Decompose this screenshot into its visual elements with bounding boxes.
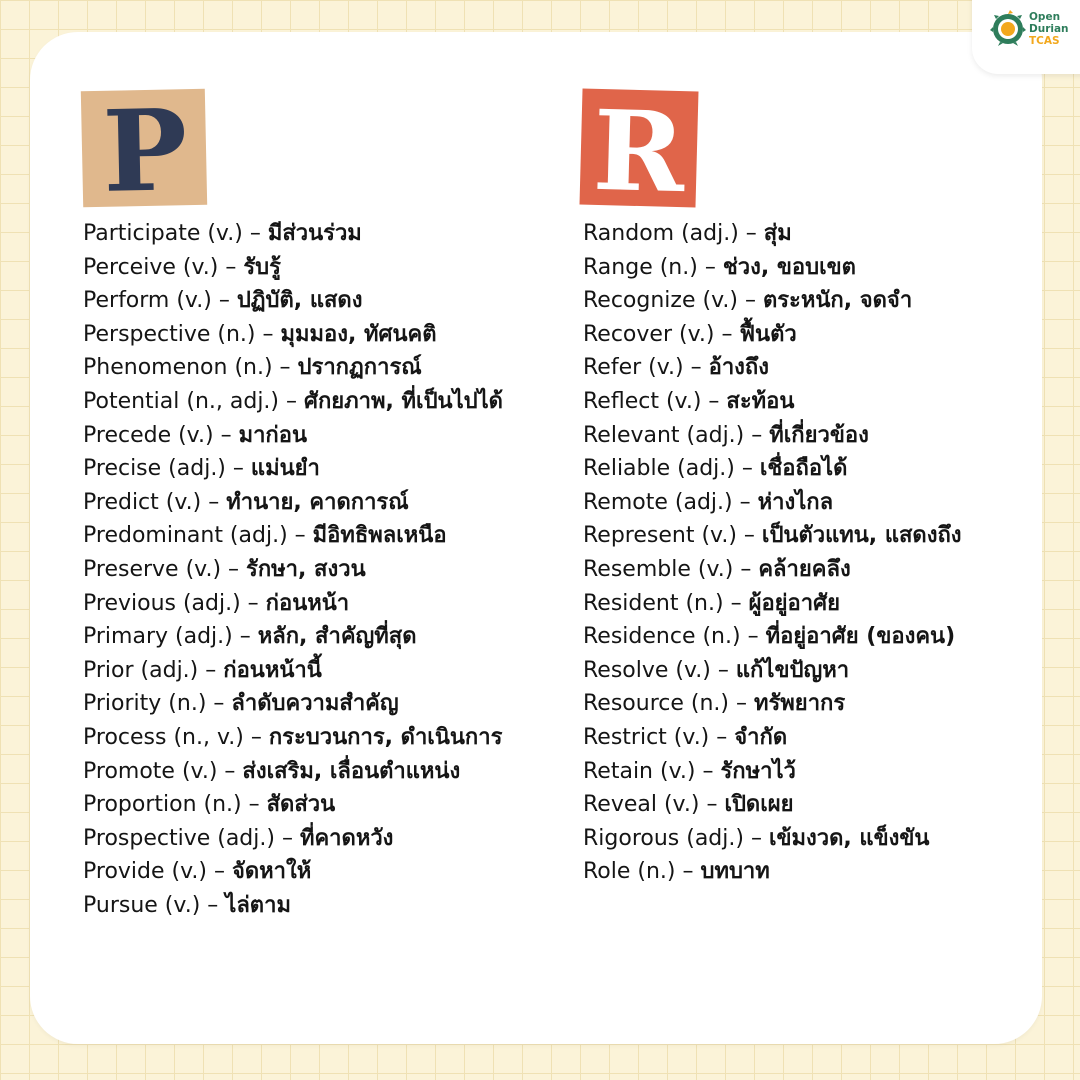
vocab-item [583,755,1073,789]
vocab-english: Resource (n.) – [583,691,754,717]
vocab-english: Predominant (adj.) – [83,523,313,549]
vocabulary-card [30,32,1042,1044]
vocab-item [583,284,1073,318]
vocab-thai: แก้ไขปัญหา [735,657,850,683]
vocab-item [83,687,563,721]
vocab-item [83,217,563,251]
vocab-item [583,654,1073,688]
vocab-item [83,788,563,822]
vocab-item [83,419,563,453]
vocab-english: Precise (adj.) – [83,456,251,482]
vocab-thai: ตระหนัก, จดจำ [762,288,913,314]
letter-p-glyph: P [101,85,187,218]
vocab-item [83,855,563,889]
vocab-thai: ฟื้นตัว [739,321,797,347]
vocab-item [583,486,1073,520]
vocab-item [83,351,563,385]
vocab-item [83,486,563,520]
vocab-item [583,452,1073,486]
r-word-list [583,217,1073,889]
vocab-thai: เข้มงวด, แข็งขัน [768,825,930,851]
vocab-english: Residence (n.) – [583,624,766,650]
vocab-item [83,519,563,553]
vocab-item [583,822,1073,856]
vocab-english: Represent (v.) – [583,523,762,549]
vocab-thai: ทำนาย, คาดการณ์ [226,489,409,515]
vocab-item [83,553,563,587]
vocab-english: Phenomenon (n.) – [83,355,298,381]
brand-line-durian: Durian [1029,23,1069,35]
letter-r-glyph: R [591,85,687,218]
vocab-thai: อ้างถึง [708,355,769,381]
vocab-thai: จำกัด [734,724,788,750]
vocab-thai: ไล่ตาม [225,892,291,918]
vocab-thai: ศักยภาพ, ที่เป็นไปได้ [304,388,503,414]
vocab-item [83,251,563,285]
letter-r-tile [580,85,699,218]
vocab-item [583,251,1073,285]
vocab-english: Prior (adj.) – [83,657,224,683]
vocab-item [83,822,563,856]
vocab-thai: ลำดับความสำคัญ [231,691,399,717]
vocab-item [583,587,1073,621]
vocab-english: Process (n., v.) – [83,724,269,750]
brand-badge [972,0,1080,74]
vocab-english: Provide (v.) – [83,859,232,885]
vocab-thai: บทบาท [700,859,770,885]
vocab-english: Pursue (v.) – [83,892,226,918]
vocab-english: Priority (n.) – [83,691,232,717]
vocab-english: Resolve (v.) – [583,657,736,683]
vocab-thai: กระบวนการ, ดำเนินการ [268,724,503,750]
vocab-thai: ก่อนหน้า [265,590,350,616]
vocab-item [83,452,563,486]
vocab-thai: หลัก, สำคัญที่สุด [257,624,417,650]
vocab-thai: ทรัพยากร [753,691,846,717]
vocab-thai: เป็นตัวแทน, แสดงถึง [761,523,962,549]
vocab-thai: ที่อยู่อาศัย (ของคน) [765,624,956,650]
vocab-item [583,519,1073,553]
vocab-item [583,217,1073,251]
vocab-thai: สัดส่วน [266,792,336,818]
vocab-item [83,654,563,688]
vocab-thai: ผู้อยู่อาศัย [748,590,840,616]
vocab-english: Prospective (adj.) – [83,825,300,851]
vocab-english: Precede (v.) – [83,422,239,448]
vocab-english: Random (adj.) – [583,221,764,246]
vocab-english: Role (n.) – [583,859,701,885]
vocab-english: Restrict (v.) – [583,724,735,750]
vocab-thai: สุ่ม [763,221,792,246]
vocab-item [583,318,1073,352]
vocab-thai: มีส่วนร่วม [267,221,362,246]
vocab-item [83,620,563,654]
vocab-english: Perceive (v.) – [83,254,244,280]
vocab-english: Remote (adj.) – [583,489,758,515]
vocab-english: Retain (v.) – [583,758,721,784]
vocab-thai: คล้ายคลึง [758,556,851,582]
vocab-thai: ที่เกี่ยวข้อง [769,422,869,448]
vocab-item [583,855,1073,889]
durian-logo-icon [990,10,1026,46]
vocab-item [583,620,1073,654]
vocab-english: Proportion (n.) – [83,792,267,818]
vocab-thai: รับรู้ [243,254,281,280]
vocab-thai: มีอิทธิพลเหนือ [312,523,447,549]
vocab-item [583,419,1073,453]
vocab-english: Perform (v.) – [83,288,237,314]
vocab-english: Participate (v.) – [83,221,268,246]
vocab-thai: ปฏิบัติ, แสดง [236,288,363,314]
vocab-item [583,687,1073,721]
vocab-item [583,721,1073,755]
vocab-english: Recognize (v.) – [583,288,763,314]
vocab-item [583,553,1073,587]
vocab-english: Preserve (v.) – [83,556,247,582]
vocab-thai: จัดหาให้ [231,859,312,885]
vocab-english: Potential (n., adj.) – [83,388,304,414]
vocab-english: Previous (adj.) – [83,590,266,616]
vocab-item [83,284,563,318]
vocab-item [83,587,563,621]
brand-line-tcas: TCAS [1029,35,1060,47]
vocab-thai: ห่างไกล [757,489,834,515]
vocab-item [583,788,1073,822]
vocab-thai: ส่งเสริม, เลื่อนตำแหน่ง [242,758,461,784]
vocab-english: Refer (v.) – [583,355,709,381]
vocab-thai: แม่นยำ [250,456,320,482]
p-word-list [83,217,563,922]
vocab-english: Reveal (v.) – [583,792,725,818]
vocab-item [583,351,1073,385]
vocab-thai: มุมมอง, ทัศนคติ [280,321,437,347]
vocab-thai: เปิดเผย [724,792,794,818]
vocab-item [83,385,563,419]
vocab-thai: ช่วง, ขอบเขต [722,254,856,280]
vocab-english: Reliable (adj.) – [583,456,760,482]
brand-line-open: Open [1029,11,1061,23]
letter-p-tile [81,85,207,218]
vocab-english: Predict (v.) – [83,489,227,515]
vocab-item [83,889,563,923]
vocab-item [83,318,563,352]
vocab-thai: ปรากฏการณ์ [297,355,422,381]
vocab-english: Recover (v.) – [583,321,740,347]
vocab-english: Resemble (v.) – [583,556,759,582]
vocab-thai: รักษาไว้ [720,758,796,784]
vocab-english: Primary (adj.) – [83,624,258,650]
vocab-thai: ก่อนหน้านี้ [223,657,322,683]
brand-name [1029,11,1069,47]
vocab-thai: ที่คาดหวัง [299,825,394,851]
vocab-thai: รักษา, สงวน [246,556,366,582]
vocab-item [583,385,1073,419]
vocab-item [83,755,563,789]
vocab-english: Perspective (n.) – [83,321,281,347]
vocab-item [83,721,563,755]
vocab-english: Resident (n.) – [583,590,749,616]
vocab-thai: มาก่อน [238,422,307,448]
vocab-english: Relevant (adj.) – [583,422,770,448]
vocab-thai: สะท้อน [726,388,795,414]
vocab-english: Promote (v.) – [83,758,243,784]
vocab-thai: เชื่อถือได้ [759,456,848,482]
vocab-english: Rigorous (adj.) – [583,825,769,851]
vocab-english: Reflect (v.) – [583,388,727,414]
vocab-english: Range (n.) – [583,254,723,280]
